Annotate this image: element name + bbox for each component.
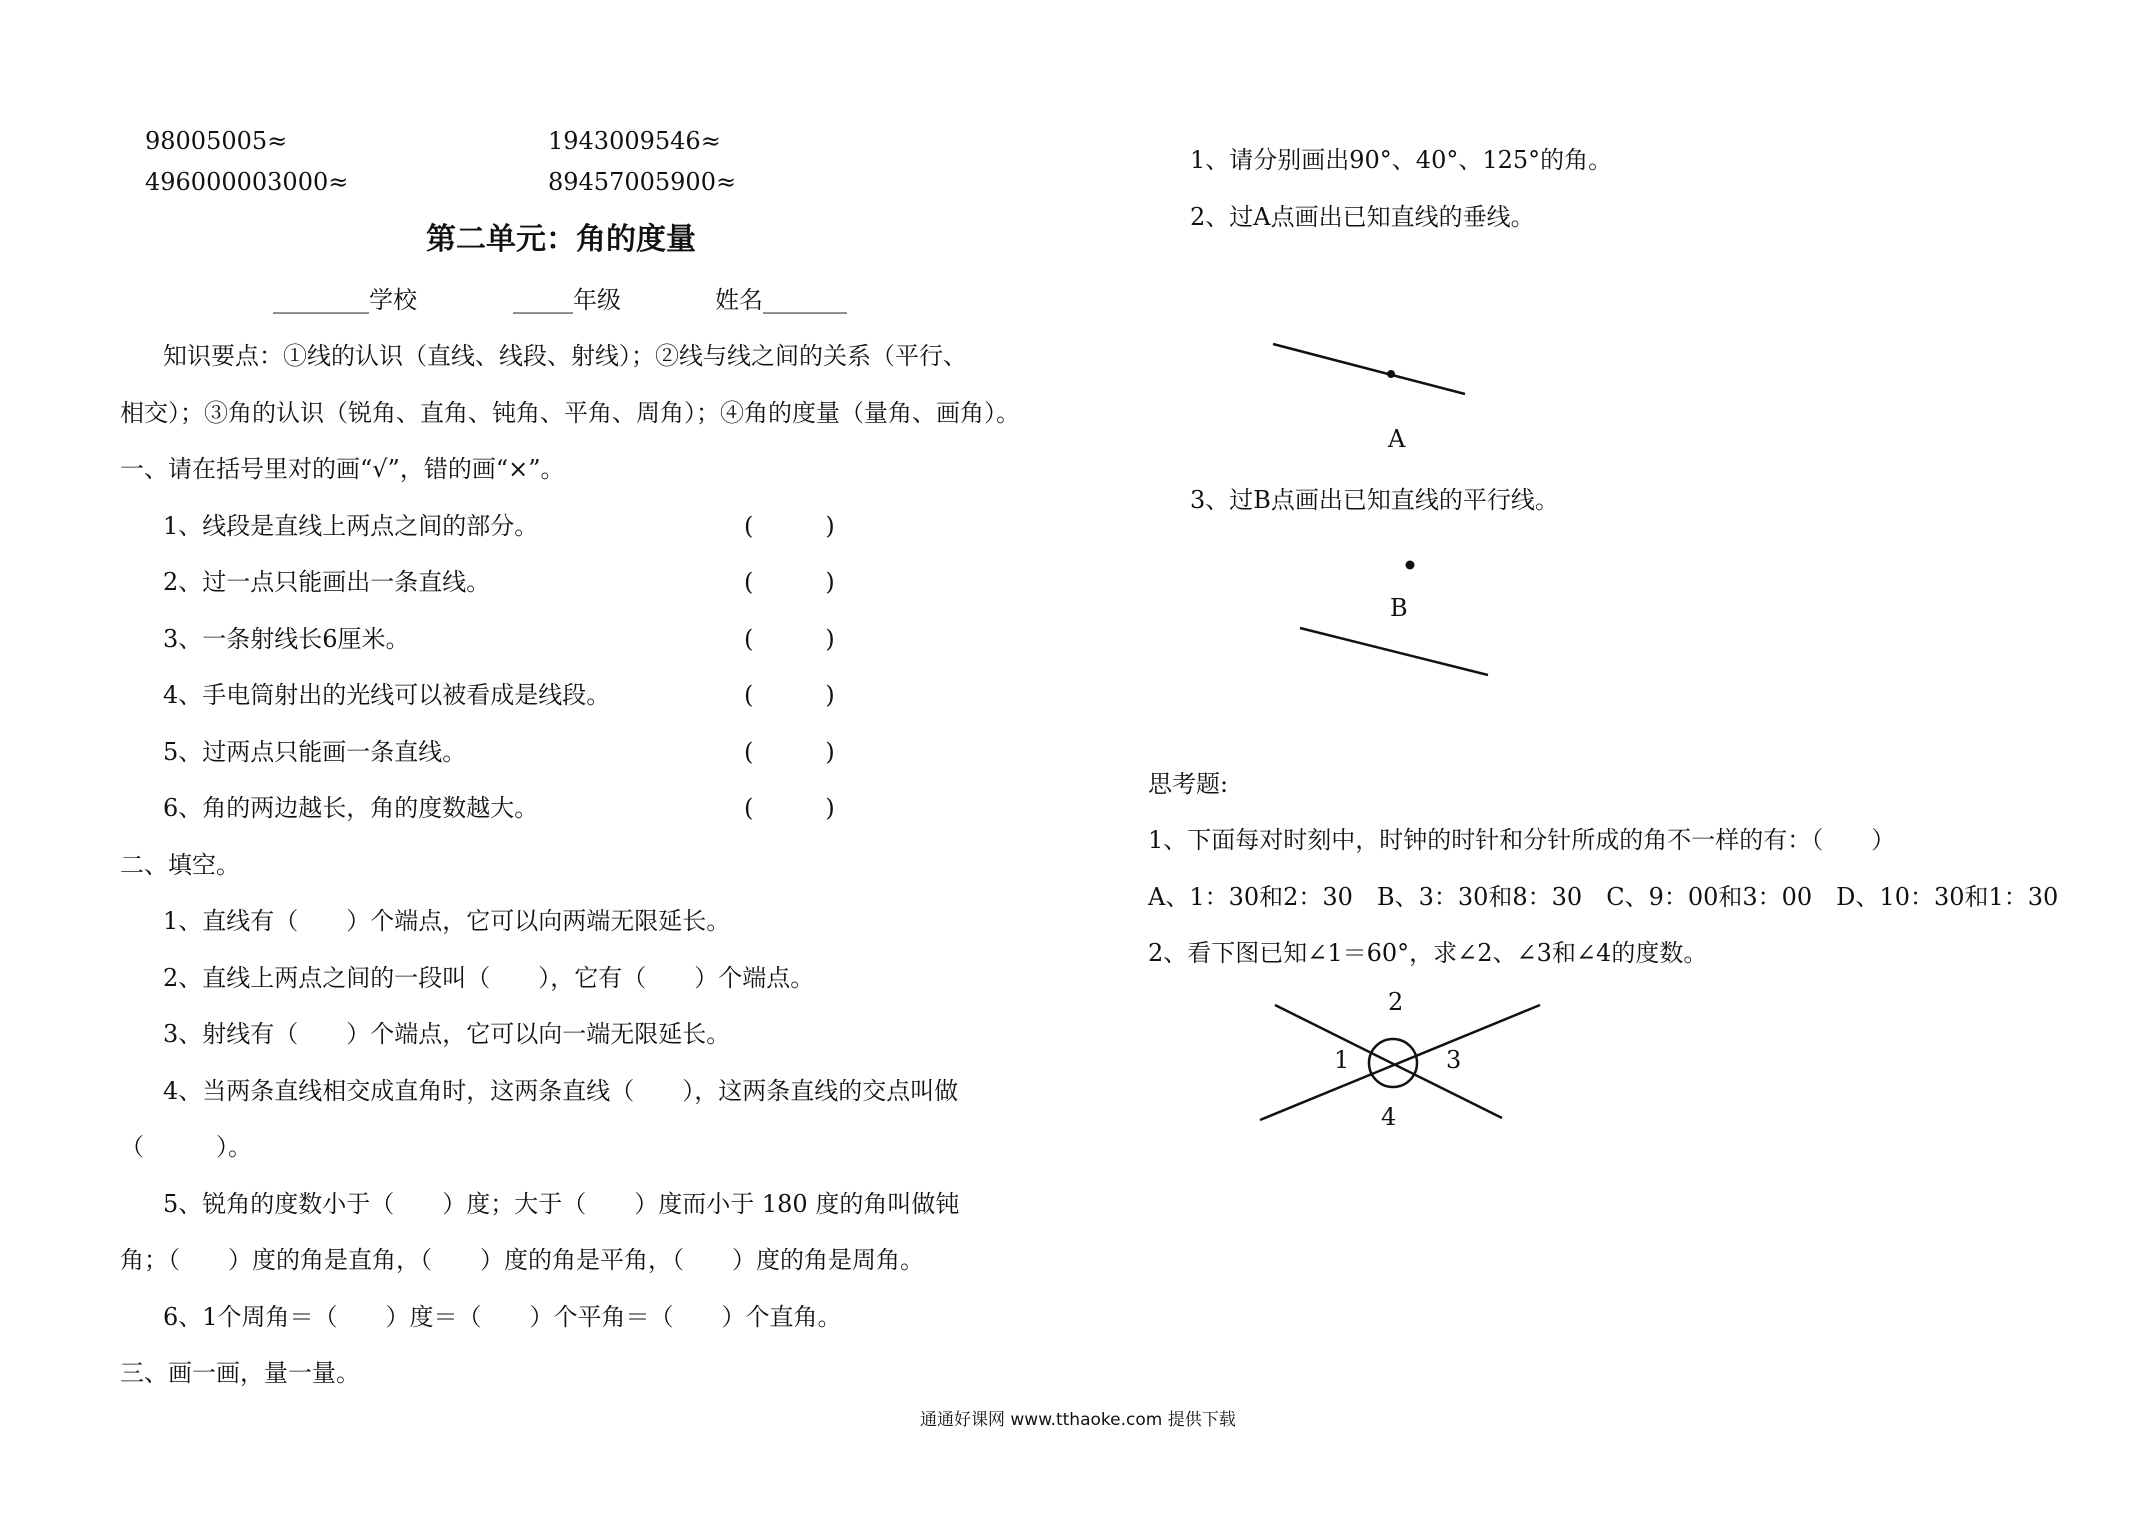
footer-text: 通通好课网 www.tthaoke.com 提供下载 <box>920 1410 1236 1430</box>
approx-a: 98005005≈ <box>145 127 288 155</box>
point-a-label: A <box>1388 425 1406 453</box>
thinking-heading: 思考题: <box>1148 770 1229 798</box>
fill-q6: 6、1个周角＝（ ）度＝（ ）个平角＝（ ）个直角。 <box>163 1303 842 1331</box>
judge-item-1: 1、线段是直线上两点之间的部分。 <box>163 512 539 540</box>
thinking-q2: 2、看下图已知∠1＝60°，求∠2、∠3和∠4的度数。 <box>1148 939 1708 967</box>
judge-paren-3: ( ) <box>744 625 835 653</box>
draw-q2: 2、过A点画出已知直线的垂线。 <box>1190 203 1535 231</box>
judge-item-2: 2、过一点只能画出一条直线。 <box>163 568 491 596</box>
judge-item-4: 4、手电筒射出的光线可以被看成是线段。 <box>163 681 611 709</box>
point-b-label: B <box>1390 594 1408 622</box>
line-through-point-a <box>1260 330 1500 410</box>
fill-q4-line1: 4、当两条直线相交成直角时，这两条直线（ ），这两条直线的交点叫做 <box>163 1077 959 1105</box>
school-field: ________学校 <box>273 286 417 314</box>
judge-paren-4: ( ) <box>744 681 835 709</box>
judge-paren-1: ( ) <box>744 512 835 540</box>
draw-q1: 1、请分别画出90°、40°、125°的角。 <box>1190 146 1613 174</box>
thinking-options: A、1：30和2：30 B、3：30和8：30 C、9：00和3：00 D、10：30和1：30 <box>1148 883 2059 911</box>
judge-paren-5: ( ) <box>744 738 835 766</box>
approx-c: 496000003000≈ <box>145 168 349 196</box>
fill-q5-line1: 5、锐角的度数小于（ ）度；大于（ ）度而小于 180 度的角叫做钝 <box>163 1190 960 1218</box>
name-field: 姓名_______ <box>715 286 847 314</box>
section1-heading: 一、请在括号里对的画“√”，错的画“×”。 <box>120 455 565 483</box>
point-b <box>1400 555 1420 575</box>
fill-q4-line2: （ ）。 <box>120 1133 252 1161</box>
angle-label-1: 1 <box>1334 1046 1350 1074</box>
fill-q5-line2: 角；（ ）度的角是直角，（ ）度的角是平角，（ ）度的角是周角。 <box>120 1246 924 1274</box>
knowledge-line-2: 相交）；③角的认识（锐角、直角、钝角、平角、周角）；④角的度量（量角、画角）。 <box>120 399 1020 427</box>
line-below-point-b <box>1290 620 1510 680</box>
judge-paren-2: ( ) <box>744 568 835 596</box>
judge-item-5: 5、过两点只能画一条直线。 <box>163 738 467 766</box>
fill-q1: 1、直线有（ ）个端点，它可以向两端无限延长。 <box>163 907 731 935</box>
section3-heading: 三、画一画，量一量。 <box>120 1359 360 1387</box>
approx-d: 89457005900≈ <box>548 168 737 196</box>
fill-q3: 3、射线有（ ）个端点，它可以向一端无限延长。 <box>163 1020 731 1048</box>
judge-item-6: 6、角的两边越长，角的度数越大。 <box>163 794 539 822</box>
page-title: 第二单元：角的度量 <box>426 222 696 257</box>
section2-heading: 二、填空。 <box>120 851 240 879</box>
angle-label-3: 3 <box>1446 1046 1462 1074</box>
fill-q2: 2、直线上两点之间的一段叫（ ），它有（ ）个端点。 <box>163 964 815 992</box>
judge-item-3: 3、一条射线长6厘米。 <box>163 625 410 653</box>
approx-b: 1943009546≈ <box>548 127 721 155</box>
judge-paren-6: ( ) <box>744 794 835 822</box>
angle-label-4: 4 <box>1381 1103 1397 1131</box>
draw-q3: 3、过B点画出已知直线的平行线。 <box>1190 486 1559 514</box>
knowledge-line-1: 知识要点：①线的认识（直线、线段、射线）；②线与线之间的关系（平行、 <box>163 342 967 370</box>
angle-label-2: 2 <box>1388 988 1404 1016</box>
grade-field: _____年级 <box>513 286 621 314</box>
thinking-q1: 1、下面每对时刻中，时钟的时针和分针所成的角不一样的有：（ ） <box>1148 826 1896 854</box>
